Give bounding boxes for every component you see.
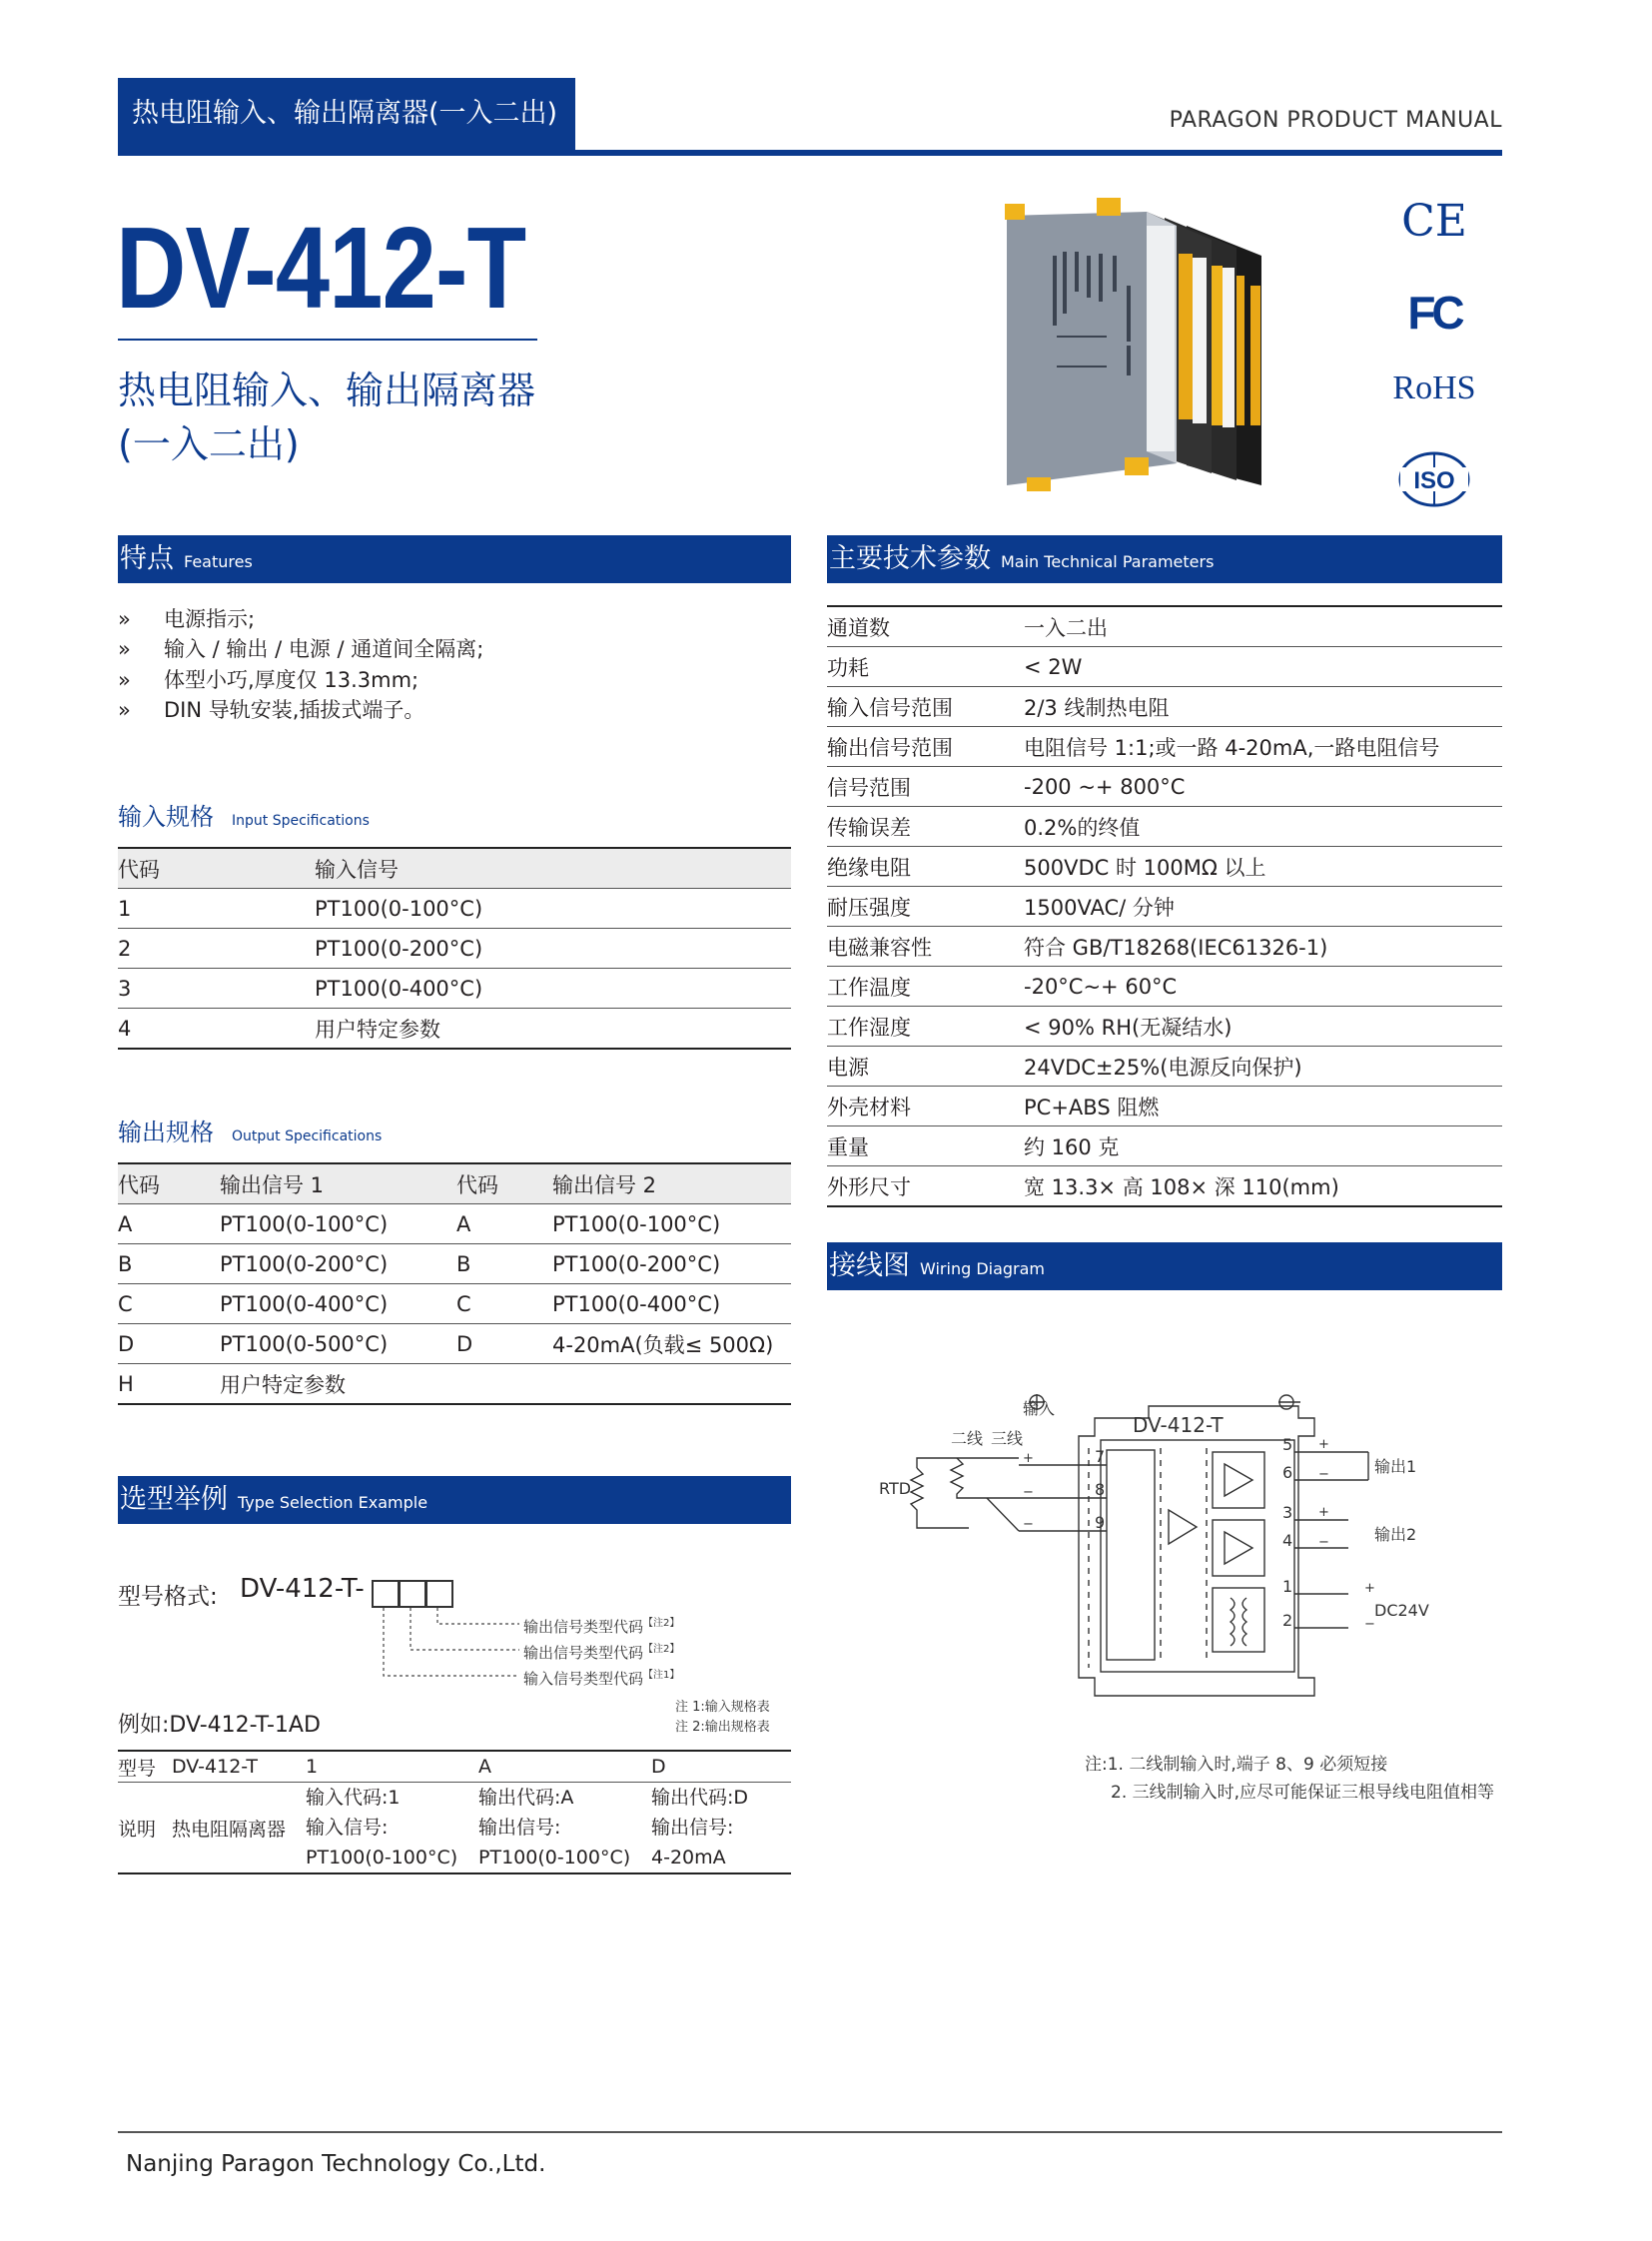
format-model: DV-412-T- [240,1574,365,1604]
example-model: 例如:DV-412-T-1AD [118,1713,321,1738]
iso-text: ISO [1413,467,1455,494]
param-row [827,647,1502,687]
header-tab-title: 热电阻输入、输出隔离器(一入二出) [118,78,575,150]
param-name: 信号范围 [827,775,911,800]
features-title-en: Features [184,552,253,571]
param-row [827,927,1502,967]
feature-item: » 输入 / 输出 / 电源 / 通道间全隔离; [118,637,484,661]
product-model-title: DV-412-T [116,203,526,333]
param-row [827,847,1502,887]
terminal-label: 2 [1282,1611,1293,1630]
param-value: -20°C~+ 60°C [1024,974,1178,999]
param-row [827,687,1502,727]
wiring-rtd-label: RTD [879,1479,912,1498]
table-row: 3 PT100(0-400°C) [118,969,791,1009]
rohs-mark: RoHS [1392,370,1476,406]
param-name: 重量 [827,1134,869,1159]
polarity-minus: − [1023,1485,1034,1500]
param-value: 电阻信号 1:1;或一路 4-20mA,一路电阻信号 [1024,735,1440,760]
features-title: 特点 [120,543,174,574]
type-example-table [118,1750,791,1874]
param-value: 24VDC±25%(电源反向保护) [1024,1055,1302,1080]
wiring-model-label: DV-412-T [1133,1413,1224,1437]
code-note: 输出信号类型代码$^{【注2】}$ [523,1618,680,1636]
code-box-output1 [399,1580,426,1608]
table-row: 型号 DV-412-T 1 A D [118,1751,791,1783]
param-name: 外形尺寸 [827,1174,911,1199]
terminal-label: 1 [1282,1577,1293,1596]
code-box-input [372,1580,400,1608]
polarity-minus: − [1364,1617,1375,1632]
param-value: -200 ~+ 800°C [1024,774,1186,799]
code-note: 输出信号类型代码$^{【注2】}$ [523,1644,680,1662]
table-row: H 用户特定参数 [118,1364,791,1405]
table-row: 1 PT100(0-100°C) [118,889,791,929]
bullet-icon: » [118,668,131,692]
main-params-table [827,605,1502,1207]
product-image [997,196,1286,495]
param-name: 输入信号范围 [827,695,953,720]
param-row [827,1087,1502,1126]
ce-mark: CE [1401,196,1467,247]
param-value: 约 160 克 [1024,1134,1120,1159]
param-value: < 90% RH(无凝结水) [1024,1015,1233,1040]
bullet-icon: » [118,607,131,631]
terminal-label: 5 [1282,1435,1293,1454]
table-row: 4 用户特定参数 [118,1009,791,1050]
wiring-input-label: 输入 [1023,1399,1056,1418]
title-rule [118,339,537,341]
footnote-2: 注 2:输出规格表 [675,1720,770,1735]
output-spec-table [118,1162,791,1405]
param-value: 2/3 线制热电阻 [1024,695,1170,720]
product-subtitle-line2: (一入二出) [118,422,300,466]
fcc-mark: FC [1407,287,1461,339]
param-row [827,1047,1502,1087]
param-name: 工作湿度 [827,1015,911,1040]
param-name: 输出信号范围 [827,735,953,760]
polarity-minus: − [1318,1467,1329,1482]
terminal-label: 7 [1095,1447,1106,1466]
bullet-icon: » [118,698,131,722]
param-row [827,887,1502,927]
header-rule [118,150,1502,156]
table-row: 说明 热电阻隔离器 输入代码:1 输入信号: PT100(0-100°C) 输出代码:A 输出信号: PT100(0-100°C) 输出代码:D 输出信号: 4-20mA [118,1783,791,1874]
feature-item: » 体型小巧,厚度仅 13.3mm; [118,668,419,692]
features-header [118,535,791,583]
param-row [827,727,1502,767]
param-row [827,1166,1502,1207]
param-name: 功耗 [827,655,869,680]
wiring-note-2: 2. 三线制输入时,应尽可能保证三根导线电阻值相等 [1111,1783,1495,1803]
param-row [827,807,1502,847]
table-header-row: 代码 输出信号 1 代码 输出信号 2 [118,1163,791,1204]
polarity-minus: − [1023,1517,1034,1532]
param-value: < 2W [1024,654,1083,679]
terminal-label: 4 [1282,1531,1293,1550]
footer-company: Nanjing Paragon Technology Co.,Ltd. [126,2151,546,2177]
param-value: 宽 13.3× 高 108× 深 110(mm) [1024,1174,1339,1199]
input-spec-table [118,847,791,1050]
input-spec-title: 输入规格 Input Specifications [118,803,370,831]
polarity-plus: + [1318,1437,1329,1452]
bullet-icon: » [118,637,131,661]
code-note: 输入信号类型代码$^{【注1】}$ [523,1670,680,1688]
code-box-output2 [425,1580,453,1608]
terminal-label: 6 [1282,1463,1293,1482]
terminal-label: 8 [1095,1480,1106,1499]
feature-item: » DIN 导轨安装,插拔式端子。 [118,698,425,722]
param-name: 绝缘电阻 [827,855,911,880]
param-name: 电磁兼容性 [827,935,932,960]
terminal-label: 9 [1095,1513,1106,1532]
param-value: 符合 GB/T18268(IEC61326-1) [1024,935,1328,960]
table-header-row: 代码 输入信号 [118,848,791,889]
param-row [827,1007,1502,1047]
param-value: 1500VAC/ 分钟 [1024,895,1175,920]
feature-item: » 电源指示; [118,607,256,631]
footnote-1: 注 1:输入规格表 [675,1700,770,1715]
param-name: 工作温度 [827,975,911,1000]
wiring-note-1: 注:1. 二线制输入时,端子 8、9 必须短接 [1085,1755,1388,1775]
table-row: B PT100(0-200°C) B PT100(0-200°C) [118,1244,791,1284]
table-row: D PT100(0-500°C) D 4-20mA(负载≤ 500Ω) [118,1324,791,1364]
output-spec-title: 输出规格 Output Specifications [118,1119,383,1146]
param-name: 电源 [827,1055,869,1080]
polarity-plus: + [1318,1505,1329,1520]
code-leader-lines [370,1608,519,1682]
param-row [827,606,1502,647]
main-params-header: 主要技术参数 Main Technical Parameters [827,535,1502,583]
param-value: 0.2%的终值 [1024,815,1141,840]
param-row [827,1126,1502,1166]
wiring-output1-label: 输出1 [1374,1457,1417,1476]
polarity-plus: + [1364,1581,1375,1596]
wiring-power-label: DC24V [1374,1601,1429,1620]
terminal-label: 3 [1282,1503,1293,1522]
param-value: 一入二出 [1024,615,1108,640]
param-value: 500VDC 时 100MΩ 以上 [1024,855,1266,880]
wiring-two-wire-label: 二线 [951,1429,984,1448]
table-row: 2 PT100(0-200°C) [118,929,791,969]
param-name: 通道数 [827,615,890,640]
iso-mark [1374,451,1494,507]
format-label: 型号格式: [118,1584,218,1610]
type-selection-header: 选型举例 Type Selection Example [118,1476,791,1524]
footer-rule [118,2131,1502,2133]
param-name: 传输误差 [827,815,911,840]
wiring-header: 接线图 Wiring Diagram [827,1242,1502,1290]
param-row [827,767,1502,807]
wiring-three-wire-label: 三线 [991,1429,1024,1448]
param-value: PC+ABS 阻燃 [1024,1095,1160,1120]
wiring-output2-label: 输出2 [1374,1525,1417,1544]
product-subtitle-line1: 热电阻输入、输出隔离器 [118,369,536,412]
wiring-diagram [879,1388,1438,1698]
polarity-plus: + [1023,1451,1034,1466]
table-row: C PT100(0-400°C) C PT100(0-400°C) [118,1284,791,1324]
header-manual-label: PARAGON PRODUCT MANUAL [1169,108,1502,133]
param-row [827,967,1502,1007]
table-row: A PT100(0-100°C) A PT100(0-100°C) [118,1204,791,1244]
param-name: 外壳材料 [827,1095,911,1120]
param-name: 耐压强度 [827,895,911,920]
polarity-minus: − [1318,1535,1329,1550]
